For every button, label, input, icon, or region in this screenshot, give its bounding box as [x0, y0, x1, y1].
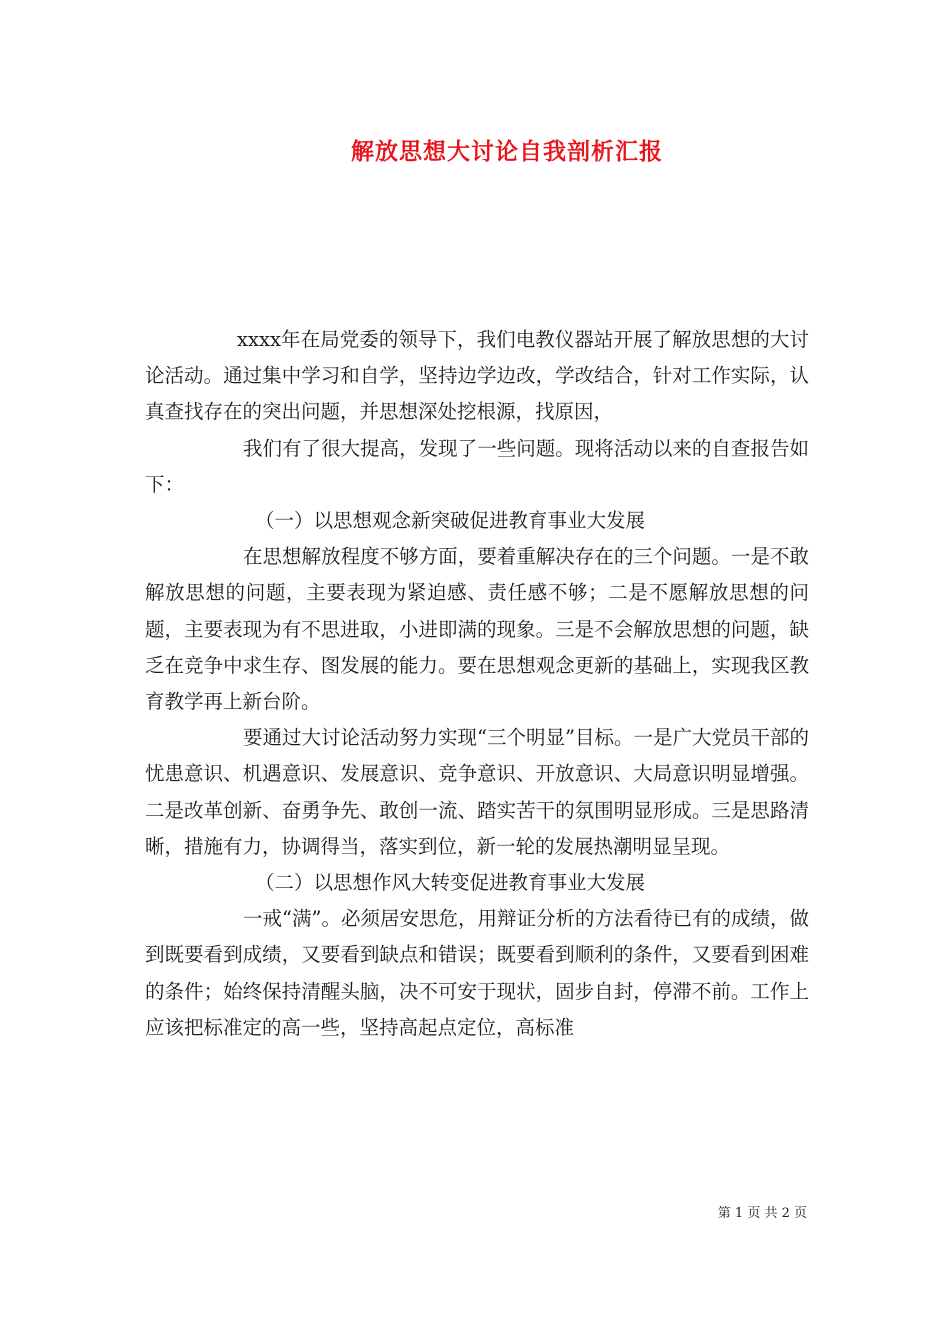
document-body: [145, 322, 809, 1046]
section-heading-1: （一）以思想观念新突破促进教育事业大发展: [255, 509, 646, 533]
document-title: 解放思想大讨论自我剖析汇报: [351, 138, 663, 165]
paragraph-intro: xxxx年在局党委的领导下，我们电教仪器站开展了解放思想的大讨论活动。通过集中学习和自学，坚持边学边改，学改结合，针对工作实际，认真查找存在的突出问题，并思想深处挖根源，找原因，: [145, 328, 809, 424]
paragraph-avoid-complacency: 一戒“满”。必须居安思危，用辩证分析的方法看待已有的成绩，做到既要看到成绩，又要看到缺点和错误；既要看到顺利的条件，又要看到困难的条件；始终保持清醒头脑，决不可安于现状，固步自封，停滞不前。工作上应该把标准定的高一些，坚持高起点定位，高标准: [145, 907, 809, 1039]
paragraph-three-goals: 要通过大讨论活动努力实现“三个明显”目标。一是广大党员干部的忧患意识、机遇意识、发展意识、竞争意识、开放意识、大局意识明显增强。二是改革创新、奋勇争先、敢创一流、踏实苦干的氛围明显形成。三是思路清晰，措施有力，协调得当，落实到位，新一轮的发展热潮明显呈现。: [145, 726, 809, 858]
paragraph-three-problems: 在思想解放程度不够方面，要着重解决存在的三个问题。一是不敢解放思想的问题，主要表现为紧迫感、责任感不够；二是不愿解放思想的问题，主要表现为有不思进取，小进即满的现象。三是不会解放思想的问题，缺乏在竞争中求生存、图发展的能力。要在思想观念更新的基础上，实现我区教育教学再上新台阶。: [145, 545, 809, 714]
paragraph-report-lead: 我们有了很大提高，发现了一些问题。现将活动以来的自查报告如下：: [145, 436, 809, 496]
page-number-footer: 第 1 页 共 2 页: [717, 1206, 807, 1221]
section-heading-2: （二）以思想作风大转变促进教育事业大发展: [255, 871, 646, 895]
